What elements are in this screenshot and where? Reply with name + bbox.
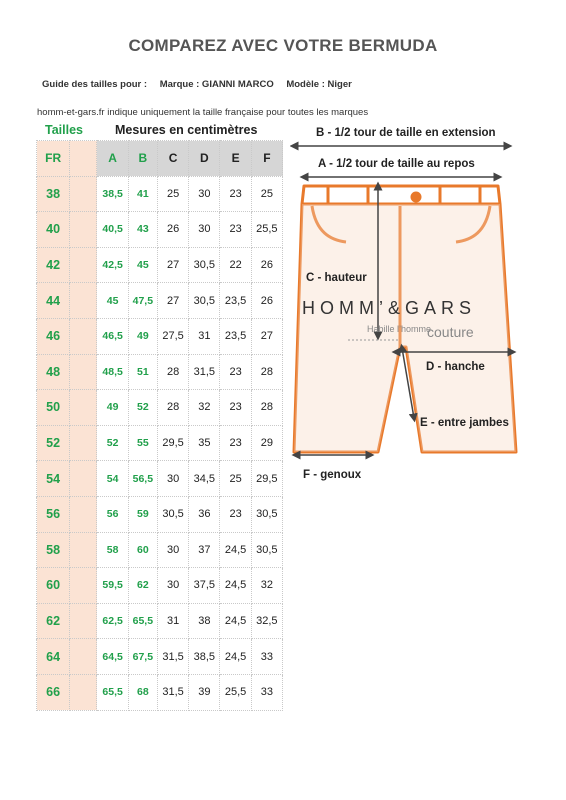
spacer-cell bbox=[70, 247, 97, 283]
cell-a: 40,5 bbox=[97, 212, 128, 248]
cell-f: 30,5 bbox=[251, 532, 282, 568]
table-row bbox=[37, 639, 283, 675]
cell-f: 29,5 bbox=[251, 461, 282, 497]
cell-fr: 64 bbox=[37, 639, 70, 675]
cell-a: 56 bbox=[97, 496, 128, 532]
spacer-cell bbox=[70, 461, 97, 497]
page-title: COMPAREZ AVEC VOTRE BERMUDA bbox=[128, 36, 438, 55]
cell-b: 47,5 bbox=[128, 283, 157, 319]
cell-fr: 42 bbox=[37, 247, 70, 283]
cell-e: 23 bbox=[220, 496, 251, 532]
cell-f: 33 bbox=[251, 674, 282, 710]
cell-d: 31,5 bbox=[189, 354, 220, 390]
cell-d: 38 bbox=[189, 603, 220, 639]
spacer-cell bbox=[70, 639, 97, 675]
cell-b: 67,5 bbox=[128, 639, 157, 675]
cell-fr: 60 bbox=[37, 568, 70, 604]
spacer-cell bbox=[70, 283, 97, 319]
cell-b: 45 bbox=[128, 247, 157, 283]
cell-c: 28 bbox=[157, 390, 188, 426]
brand-label: Marque : GIANNI MARCO bbox=[159, 79, 274, 90]
cell-d: 35 bbox=[189, 425, 220, 461]
cell-b: 60 bbox=[128, 532, 157, 568]
cell-c: 31,5 bbox=[157, 639, 188, 675]
cell-f: 26 bbox=[251, 247, 282, 283]
cell-d: 37,5 bbox=[189, 568, 220, 604]
cell-f: 25 bbox=[251, 176, 282, 212]
spacer-cell bbox=[70, 318, 97, 354]
cell-d: 34,5 bbox=[189, 461, 220, 497]
cell-b: 62 bbox=[128, 568, 157, 604]
table-header-row bbox=[37, 141, 283, 177]
cell-f: 27 bbox=[251, 318, 282, 354]
table-row bbox=[37, 318, 283, 354]
label-f: F - genoux bbox=[303, 469, 362, 481]
table-row bbox=[37, 247, 283, 283]
cell-c: 30 bbox=[157, 461, 188, 497]
cell-fr: 48 bbox=[37, 354, 70, 390]
cell-c: 30 bbox=[157, 532, 188, 568]
cell-c: 27,5 bbox=[157, 318, 188, 354]
cell-f: 25,5 bbox=[251, 212, 282, 248]
cell-a: 45 bbox=[97, 283, 128, 319]
cell-a: 65,5 bbox=[97, 674, 128, 710]
cell-c: 27 bbox=[157, 283, 188, 319]
cell-f: 32 bbox=[251, 568, 282, 604]
column-header-f: F bbox=[251, 141, 282, 177]
column-header-a: A bbox=[97, 141, 128, 177]
cell-f: 29 bbox=[251, 425, 282, 461]
cell-b: 52 bbox=[128, 390, 157, 426]
cell-e: 22 bbox=[220, 247, 251, 283]
table-row bbox=[37, 674, 283, 710]
cell-b: 51 bbox=[128, 354, 157, 390]
column-header-c: C bbox=[157, 141, 188, 177]
cell-f: 28 bbox=[251, 354, 282, 390]
cell-d: 30,5 bbox=[189, 247, 220, 283]
model-label: Modèle : Niger bbox=[286, 79, 352, 90]
spacer-cell bbox=[70, 674, 97, 710]
table-row bbox=[37, 354, 283, 390]
cell-e: 23 bbox=[220, 354, 251, 390]
cell-a: 49 bbox=[97, 390, 128, 426]
cell-a: 64,5 bbox=[97, 639, 128, 675]
cell-c: 31,5 bbox=[157, 674, 188, 710]
label-c: C - hauteur bbox=[306, 272, 367, 284]
column-header-d: D bbox=[189, 141, 220, 177]
label-a: A - 1/2 tour de taille au repos bbox=[318, 158, 475, 170]
cell-a: 38,5 bbox=[97, 176, 128, 212]
table-row bbox=[37, 425, 283, 461]
cell-e: 23,5 bbox=[220, 318, 251, 354]
cell-c: 29,5 bbox=[157, 425, 188, 461]
cell-c: 25 bbox=[157, 176, 188, 212]
brand-logo: HOMM’&GARS bbox=[302, 298, 477, 318]
label-b: B - 1/2 tour de taille en extension bbox=[316, 127, 496, 139]
cell-fr: 66 bbox=[37, 674, 70, 710]
cell-a: 52 bbox=[97, 425, 128, 461]
cell-b: 49 bbox=[128, 318, 157, 354]
spacer-cell bbox=[70, 176, 97, 212]
brand-tagline: Habille l’homme bbox=[367, 324, 432, 334]
spacer-cell bbox=[70, 603, 97, 639]
cell-e: 25 bbox=[220, 461, 251, 497]
cell-fr: 46 bbox=[37, 318, 70, 354]
cell-e: 25,5 bbox=[220, 674, 251, 710]
cell-b: 59 bbox=[128, 496, 157, 532]
cell-a: 59,5 bbox=[97, 568, 128, 604]
cell-c: 26 bbox=[157, 212, 188, 248]
cell-d: 37 bbox=[189, 532, 220, 568]
cell-a: 54 bbox=[97, 461, 128, 497]
cell-e: 23 bbox=[220, 212, 251, 248]
cell-b: 43 bbox=[128, 212, 157, 248]
mesures-heading: Mesures en centimètres bbox=[115, 123, 258, 137]
column-header-b: B bbox=[128, 141, 157, 177]
cell-d: 30 bbox=[189, 212, 220, 248]
table-row bbox=[37, 461, 283, 497]
table-row bbox=[37, 176, 283, 212]
cell-fr: 50 bbox=[37, 390, 70, 426]
spacer-cell bbox=[70, 354, 97, 390]
cell-e: 23 bbox=[220, 425, 251, 461]
spacer-cell bbox=[70, 212, 97, 248]
cell-e: 24,5 bbox=[220, 568, 251, 604]
tailles-heading: Tailles bbox=[45, 123, 83, 137]
spacer-cell bbox=[70, 568, 97, 604]
cell-f: 30,5 bbox=[251, 496, 282, 532]
guide-label: Guide des tailles pour : bbox=[42, 79, 148, 90]
cell-b: 55 bbox=[128, 425, 157, 461]
cell-c: 27 bbox=[157, 247, 188, 283]
cell-f: 33 bbox=[251, 639, 282, 675]
table-row bbox=[37, 532, 283, 568]
cell-e: 23,5 bbox=[220, 283, 251, 319]
cell-a: 62,5 bbox=[97, 603, 128, 639]
cell-fr: 56 bbox=[37, 496, 70, 532]
cell-c: 28 bbox=[157, 354, 188, 390]
cell-fr: 54 bbox=[37, 461, 70, 497]
spacer-cell bbox=[70, 141, 97, 177]
column-header-fr: FR bbox=[37, 141, 70, 177]
cell-e: 23 bbox=[220, 390, 251, 426]
cell-c: 30 bbox=[157, 568, 188, 604]
size-table bbox=[36, 140, 283, 711]
label-e: E - entre jambes bbox=[420, 417, 509, 429]
brand-couture: couture bbox=[427, 324, 474, 340]
cell-d: 32 bbox=[189, 390, 220, 426]
cell-f: 32,5 bbox=[251, 603, 282, 639]
cell-e: 24,5 bbox=[220, 603, 251, 639]
cell-e: 24,5 bbox=[220, 639, 251, 675]
cell-c: 31 bbox=[157, 603, 188, 639]
cell-b: 56,5 bbox=[128, 461, 157, 497]
cell-fr: 58 bbox=[37, 532, 70, 568]
cell-d: 30,5 bbox=[189, 283, 220, 319]
cell-a: 42,5 bbox=[97, 247, 128, 283]
cell-a: 58 bbox=[97, 532, 128, 568]
cell-d: 36 bbox=[189, 496, 220, 532]
cell-c: 30,5 bbox=[157, 496, 188, 532]
cell-b: 65,5 bbox=[128, 603, 157, 639]
table-row bbox=[37, 603, 283, 639]
table-row bbox=[37, 496, 283, 532]
spacer-cell bbox=[70, 425, 97, 461]
table-row bbox=[37, 283, 283, 319]
spacer-cell bbox=[70, 496, 97, 532]
table-row bbox=[37, 212, 283, 248]
cell-a: 48,5 bbox=[97, 354, 128, 390]
cell-d: 39 bbox=[189, 674, 220, 710]
cell-d: 30 bbox=[189, 176, 220, 212]
cell-f: 28 bbox=[251, 390, 282, 426]
intro-text: homm-et-gars.fr indique uniquement la taille française pour toutes les marques bbox=[37, 107, 369, 118]
cell-d: 31 bbox=[189, 318, 220, 354]
cell-e: 23 bbox=[220, 176, 251, 212]
cell-d: 38,5 bbox=[189, 639, 220, 675]
cell-fr: 40 bbox=[37, 212, 70, 248]
cell-fr: 44 bbox=[37, 283, 70, 319]
cell-f: 26 bbox=[251, 283, 282, 319]
label-d: D - hanche bbox=[426, 361, 485, 373]
column-header-e: E bbox=[220, 141, 251, 177]
table-row bbox=[37, 568, 283, 604]
table-row bbox=[37, 390, 283, 426]
cell-fr: 38 bbox=[37, 176, 70, 212]
cell-fr: 52 bbox=[37, 425, 70, 461]
spacer-cell bbox=[70, 390, 97, 426]
cell-fr: 62 bbox=[37, 603, 70, 639]
cell-b: 41 bbox=[128, 176, 157, 212]
cell-a: 46,5 bbox=[97, 318, 128, 354]
spacer-cell bbox=[70, 532, 97, 568]
cell-e: 24,5 bbox=[220, 532, 251, 568]
guide-line bbox=[42, 79, 362, 90]
cell-b: 68 bbox=[128, 674, 157, 710]
